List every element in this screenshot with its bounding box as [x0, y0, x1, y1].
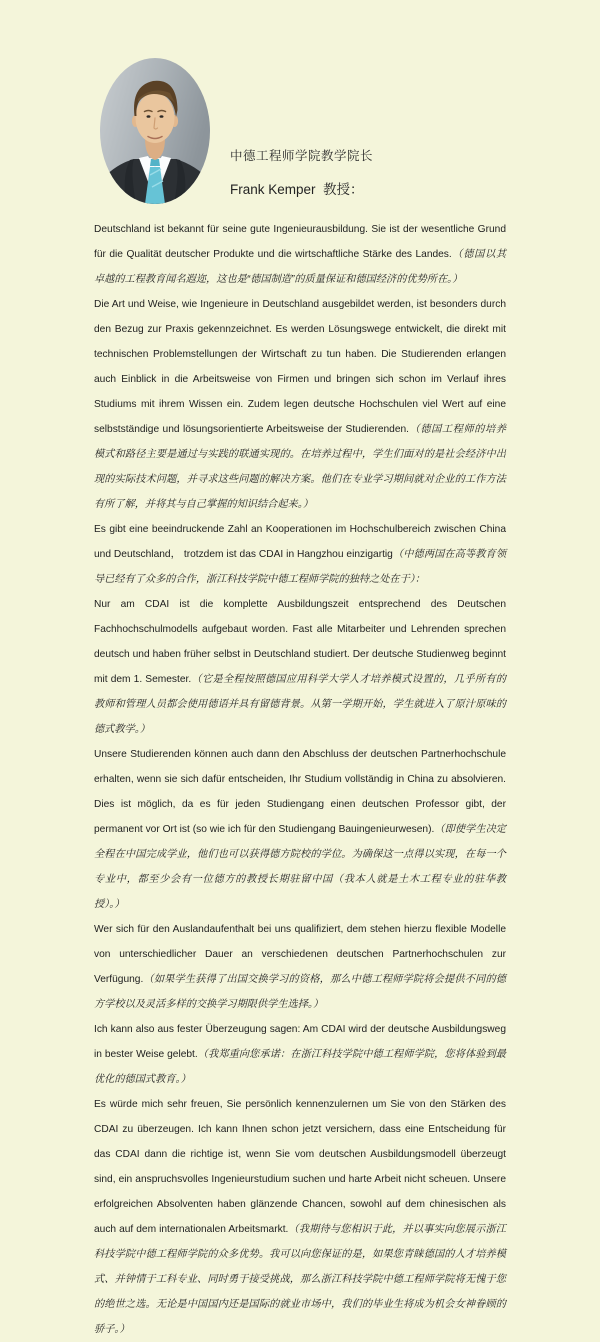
paragraph [94, 217, 506, 292]
dean-title: 中德工程师学院教学院长 [230, 149, 374, 163]
letter-body [94, 217, 506, 1342]
paragraph-chinese-text: （中德两国在高等教育领导已经有了众多的合作，浙江科技学院中德工程师学院的独特之处在于）： [94, 549, 507, 585]
paragraph [94, 517, 506, 592]
paragraph [94, 1092, 506, 1342]
paragraph [94, 917, 506, 1017]
paragraph-german-text: Deutschland ist bekannt für seine gute Ingenieurausbildung. Sie ist der wesentliche Grund für die Qualität deutscher Produkte und die wirtschaftliche Stärke des Landes. [94, 224, 506, 260]
paragraph-chinese-text: （我期待与您相识于此，并以事实向您展示浙江科技学院中德工程师学院的众多优势。我可以向您保证的是，如果您青睐德国的人才培养模式、并钟情于工科专业、同时勇于接受挑战，那么浙江科技学院中德工程师学院将无愧于您的绝世之选。无论是中国国内还是国际的就业市场中，我们的毕业生将成为机会女神眷顾的骄子。） [94, 1224, 506, 1335]
professor-name: Frank Kemper 教授： [230, 182, 364, 197]
paragraph [94, 592, 506, 742]
paragraph-chinese-text: （德国以其卓越的工程教育闻名遐迩，这也是“德国制造”的质量保证和德国经济的优势所在。） [94, 249, 507, 285]
paragraph-chinese-text: （我郑重向您承诺：在浙江科技学院中德工程师学院，您将体验到最优化的德国式教育。） [94, 1049, 506, 1085]
paragraph-chinese-text: （德国工程师的培养模式和路径主要是通过与实践的联通实现的。在培养过程中，学生们面对的是社会经济中出现的实际技术问题，并寻求这些问题的解决方案。他们在专业学习期间就对企业的工作方法有所了解，并将其与自己掌握的知识结合起来。） [94, 424, 507, 510]
paragraph [94, 1017, 506, 1092]
portrait-illustration [100, 58, 210, 204]
portrait-photo [100, 58, 210, 204]
paragraph-chinese-text: （它是全程按照德国应用科学大学人才培养模式设置的，几乎所有的教师和管理人员都会使用德语并具有留德背景。从第一学期开始，学生就进入了原汁原味的德式教学。） [94, 674, 506, 735]
paragraph-chinese-text: （如果学生获得了出国交换学习的资格，那么中德工程师学院将会提供不同的德方学校以及灵活多样的交换学习期限供学生选择。） [94, 974, 506, 1010]
paragraph-german-text: Ich kann also aus fester Überzeugung sagen: Am CDAI wird der deutsche Ausbildungsweg in bester Weise gelebt. [94, 1024, 506, 1060]
paragraph-german-text: Es gibt eine beeindruckende Zahl an Kooperationen im Hochschulbereich zwischen China und Deutschland， trotzdem ist das CDAI in Hangzhou einzigartig [94, 524, 506, 560]
paragraph-german-text: Die Art und Weise, wie Ingenieure in Deutschland ausgebildet werden, ist besonders durch den Bezug zur Praxis gekennzeichnet. Es werden Lösungswege entwickelt, die direkt mit technischen Problemstellungen der Wirtschaft zu tun haben. Die Studierenden erlangen auch Einblick in die Arbeitsweise von Firmen und bringen sich schon im Verlauf ihres Studiums mit ihrem Wissen ein. Zudem legen deutsche Hochschulen viel Wert auf eine selbstständige und lösungsorientierte Arbeitsweise der Studierenden. [94, 299, 506, 435]
paragraph [94, 742, 506, 917]
paragraph-chinese-text: （即使学生决定全程在中国完成学业，他们也可以获得德方院校的学位。为确保这一点得以实现，在每一个专业中，都至少会有一位德方的教授长期驻留中国（我本人就是土木工程专业的驻华教授）。） [94, 824, 506, 910]
paragraph [94, 292, 506, 517]
paragraph-german-text: Nur am CDAI ist die komplette Ausbildungszeit entsprechend des Deutschen Fachhochschulmodells aufgebaut worden. Fast alle Mitarbeiter und Lehrenden sprechen deutsch und haben früher selbst in Deutschland studiert. Der deutsche Studienweg beginnt mit dem 1. Semester. [94, 599, 506, 685]
paragraph-german-text: Unsere Studierenden können auch dann den Abschluss der deutschen Partnerhochschule erhalten, wenn sie sich dafür entscheiden, Ihr Studium vollständig in China zu absolvieren. Dies ist möglich, da es für jeden Studiengang einen deutschen Professor gibt, der permanent vor Ort ist (so wie ich für den Studiengang Bauingenieurwesen). [94, 749, 506, 835]
paragraph-german-text: Wer sich für den Auslandaufenthalt bei uns qualifiziert, dem stehen hierzu flexible Modelle von unterschiedlicher Dauer an verschiedenen deutschen Partnerhochschulen zur Verfügung. [94, 924, 506, 985]
paragraph-german-text: Es würde mich sehr freuen, Sie persönlich kennenzulernen um Sie von den Stärken des CDAI zu überzeugen. Ich kann Ihnen schon jetzt versichern, dass eine Entscheidung für das CDAI dann die richtige ist, wenn Sie vom deutschen Ausbildungsmodell überzeugt sind, ein anspruchsvolles Ingenieurstudium suchen und harte Arbeit nicht scheuen. Unsere erfolgreichen Absolventen haben glänzende Chancen, sowohl auf dem chinesischen als auch auf dem internationalen Arbeitsmarkt. [94, 1099, 506, 1235]
